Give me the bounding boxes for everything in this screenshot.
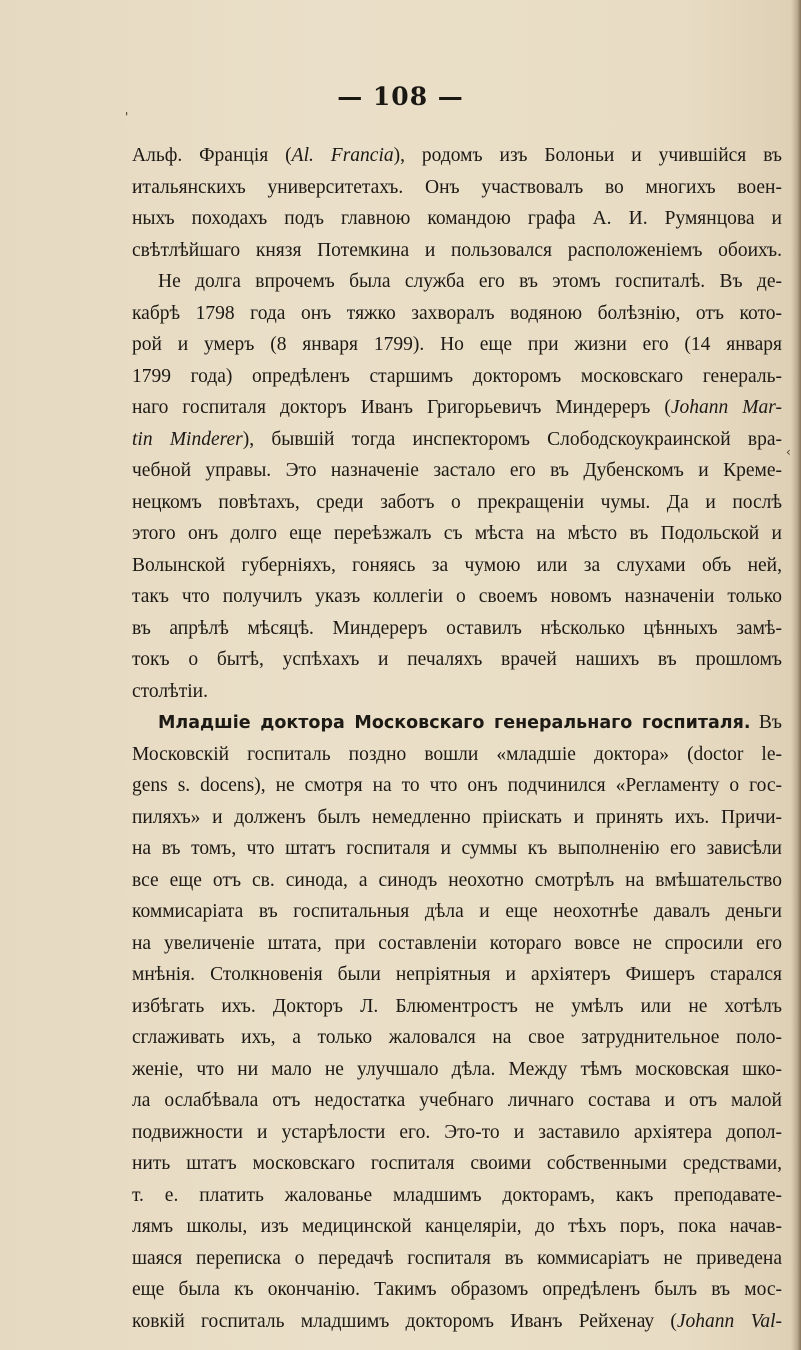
margin-mark: '	[125, 110, 129, 124]
text-run: коммисарiата въ госпитальныя дѣла и еще неохотнѣе давалъ деньги	[132, 901, 782, 922]
text-run: сглаживать ихъ, а только жаловался на свое затруднительное поло-	[132, 1027, 782, 1048]
text-line	[132, 613, 782, 645]
text-line	[132, 1054, 782, 1086]
text-run: нецкомъ повѣтахъ, среди заботъ о прекращенiи чумы. Да и послѣ	[132, 491, 782, 513]
section-heading: Младшiе доктора Московскаго генеральнаго госпиталя.	[158, 713, 751, 733]
text-line	[132, 581, 782, 613]
text-line	[132, 928, 782, 960]
text-run: наго госпиталя докторъ Иванъ Григорьевичъ Миндереръ (	[132, 397, 671, 418]
text-run: gens s. docens), не смотря на то что онъ подчинился «Регламенту о гос-	[132, 775, 782, 796]
text-run: мнѣнiя. Столкновенiя были непрiятныя и архiятеръ Фишеръ старался	[132, 964, 782, 985]
page-number: — 108 —	[337, 82, 464, 111]
text-line	[132, 1085, 782, 1117]
text-run: ла ослабѣвала отъ недостатка учебнаго личнаго состава и отъ малой	[132, 1090, 782, 1111]
text-run: Въ	[750, 712, 782, 733]
text-run: ), бывшiй тогда инспекторомъ Слободскоукраинской вра-	[242, 428, 782, 450]
text-run: этого онъ долго еще переѣзжалъ съ мѣста на мѣсто въ Подольской и	[132, 523, 782, 544]
body-text	[132, 140, 782, 1337]
text-line	[132, 1211, 782, 1243]
latin-name: Johann Val-	[676, 1310, 782, 1332]
text-line	[132, 896, 782, 928]
text-run: столѣтiи.	[132, 680, 208, 702]
text-run: подвижности и устарѣлости его. Это-то и заставило архiятера допол-	[132, 1121, 782, 1143]
text-line	[132, 739, 782, 771]
text-line	[132, 1306, 782, 1338]
text-line	[132, 1148, 782, 1180]
text-run: Не долга впрочемъ была служба его въ этомъ госпиталѣ. Въ де-	[158, 271, 782, 292]
text-line	[132, 487, 782, 519]
text-run: Волынской губернiяхъ, гоняясь за чумою или за слухами объ ней,	[132, 554, 782, 576]
latin-name: Johann Mar-	[670, 397, 782, 418]
text-line	[132, 424, 782, 456]
text-line	[132, 865, 782, 897]
text-line	[132, 1243, 782, 1275]
text-run: ныхъ походахъ подъ главною командою графа А. И. Румянцова и	[132, 208, 782, 229]
latin-name: Al. Francia	[291, 145, 394, 166]
text-run: въ апрѣлѣ мѣсяцѣ. Миндереръ оставилъ нѣсколько цѣнныхъ замѣ-	[132, 617, 782, 639]
text-run: все еще отъ св. синода, а синодъ неохотно смотрѣлъ на вмѣшательство	[132, 869, 782, 891]
text-run: т. е. платить жалованье младшимъ докторамъ, какъ преподавате-	[132, 1184, 782, 1206]
text-run: рой и умеръ (8 января 1799). Но еще при жизни его (14 января	[132, 334, 782, 355]
text-line	[132, 1274, 782, 1306]
text-run: пиляхъ» и долженъ былъ немедленно прiискать и принять ихъ. Причи-	[132, 806, 782, 828]
text-run: 1799 года) опредѣленъ старшимъ докторомъ московскаго генераль-	[132, 365, 782, 387]
text-run: Альф. Францiя (	[132, 145, 292, 166]
text-line	[132, 676, 782, 708]
text-line	[132, 991, 782, 1023]
text-line	[132, 833, 782, 865]
text-run: свѣтлѣйшаго князя Потемкина и пользовался расположенiемъ обоихъ.	[132, 239, 782, 261]
text-run: чебной управы. Это назначенiе застало его въ Дубенскомъ и Кремe-	[132, 460, 782, 481]
text-line	[132, 518, 782, 550]
text-line	[132, 298, 782, 330]
page-edge-shadow	[791, 0, 801, 1350]
text-line	[132, 235, 782, 267]
text-run: кабрѣ 1798 года онъ тяжко захворалъ водяною болѣзнiю, отъ кото-	[132, 302, 782, 324]
text-line	[132, 959, 782, 991]
text-run: итальянскихъ университетахъ. Онъ участвовалъ во многихъ воен-	[132, 176, 782, 198]
margin-mark: ‹	[786, 445, 791, 459]
text-run: токъ о бытѣ, успѣхахъ и печаляхъ врачей нашихъ въ прошломъ	[132, 649, 782, 670]
text-line	[132, 1022, 782, 1054]
text-run: Московскiй госпиталь поздно вошли «младшiе доктора» (doctor le-	[132, 743, 782, 765]
text-run: на въ томъ, что штатъ госпиталя и суммы къ выполненiю его зависѣли	[132, 838, 782, 859]
text-run: на увеличенiе штата, при составленiи котораго вовсе не спросили его	[132, 932, 782, 954]
text-run: нить штатъ московскаго госпиталя своими собственными средствами,	[132, 1153, 782, 1174]
text-run: лямъ школы, изъ медицинской канцелярiи, до тѣхъ поръ, пока начав-	[132, 1216, 782, 1237]
text-run: такъ что получилъ указъ коллегiи о своемъ новомъ назначенiи только	[132, 586, 782, 607]
text-line	[132, 550, 782, 582]
text-line	[132, 329, 782, 361]
text-line	[132, 707, 782, 739]
text-run: шаяся переписка о передачѣ госпиталя въ коммисарiатъ не приведена	[132, 1247, 782, 1269]
text-line	[132, 1117, 782, 1149]
text-line	[132, 770, 782, 802]
text-line	[132, 172, 782, 204]
text-line	[132, 392, 782, 424]
text-line	[132, 203, 782, 235]
text-line	[132, 455, 782, 487]
text-line	[132, 644, 782, 676]
text-line	[132, 361, 782, 393]
text-line	[132, 140, 782, 172]
text-run: женiе, что ни мало не улучшало дѣла. Между тѣмъ московская шко-	[132, 1058, 782, 1080]
text-run: ковкiй госпиталь младшимъ докторомъ Иванъ Рейхенау (	[132, 1310, 677, 1332]
latin-name: tin Minderer	[132, 428, 243, 450]
text-line	[132, 266, 782, 298]
text-run: еще была къ окончанiю. Такимъ образомъ опредѣленъ былъ въ мос-	[132, 1279, 782, 1300]
text-run: ), родомъ изъ Болоньи и учившiйся въ	[393, 145, 782, 166]
text-line	[132, 1180, 782, 1212]
text-run: избѣгать ихъ. Докторъ Л. Блюментростъ не умѣлъ или не хотѣлъ	[132, 995, 782, 1017]
text-line	[132, 802, 782, 834]
